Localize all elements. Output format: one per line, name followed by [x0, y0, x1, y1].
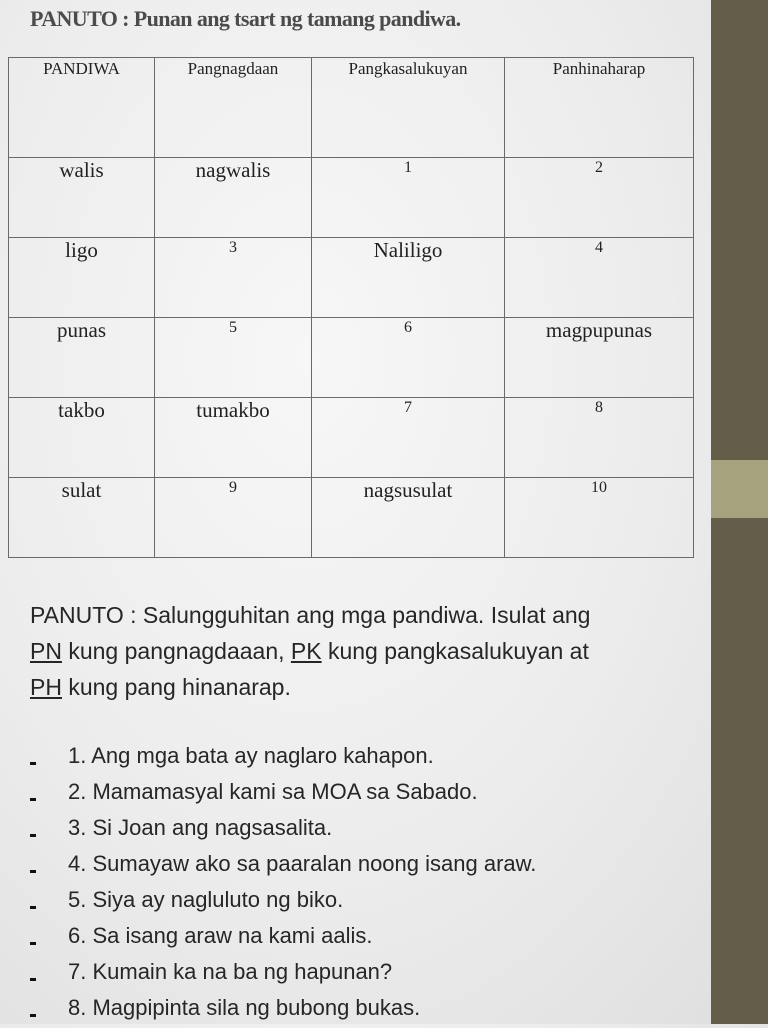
answer-slot: 10 — [505, 478, 694, 558]
table-cell: tumakbo — [155, 398, 312, 478]
instructions — [30, 597, 700, 705]
sentence-text: 1. Ang mga bata ay naglaro kahapon. — [68, 743, 434, 768]
answer-blank[interactable] — [30, 978, 36, 981]
list-item — [0, 992, 700, 1028]
chart-header-row — [9, 58, 694, 158]
answer-slot: 1 — [312, 158, 505, 238]
answer-slot: 2 — [505, 158, 694, 238]
header-pangkasalukuyan: Pangkasalukuyan — [312, 58, 505, 158]
table-row — [9, 158, 694, 238]
header-pangnagdaan: Pangnagdaan — [155, 58, 312, 158]
header-pandiwa: PANDIWA — [9, 58, 155, 158]
table-row — [9, 398, 694, 478]
sentence-text: 6. Sa isang araw na kami aalis. — [68, 923, 373, 948]
sentence-text: 7. Kumain ka na ba ng hapunan? — [68, 959, 393, 984]
table-cell: punas — [9, 318, 155, 398]
page-title: PANUTO : Punan ang tsart ng tamang pandiwa. — [30, 6, 461, 31]
table-cell: magpupunas — [505, 318, 694, 398]
table-cell: ligo — [9, 238, 155, 318]
answer-slot: 5 — [155, 318, 312, 398]
list-item — [0, 956, 700, 992]
answer-slot: 7 — [312, 398, 505, 478]
ph-code: PH — [30, 674, 62, 700]
answer-slot: 6 — [312, 318, 505, 398]
sentence-text: 2. Mamamasyal kami sa MOA sa Sabado. — [68, 779, 478, 804]
list-item — [0, 920, 700, 956]
pn-code: PN — [30, 638, 62, 664]
table-row — [9, 238, 694, 318]
sentence-text: 4. Sumayaw ako sa paaralan noong isang araw. — [68, 851, 537, 876]
answer-slot: 3 — [155, 238, 312, 318]
table-row — [9, 478, 694, 558]
answer-slot: 4 — [505, 238, 694, 318]
answer-slot: 8 — [505, 398, 694, 478]
sentence-text: 5. Siya ay nagluluto ng biko. — [68, 887, 344, 912]
table-cell: takbo — [9, 398, 155, 478]
verb-chart — [8, 57, 694, 558]
table-row — [9, 318, 694, 398]
list-item — [0, 740, 700, 776]
answer-blank[interactable] — [30, 906, 36, 909]
pk-code: PK — [290, 638, 322, 664]
answer-blank[interactable] — [30, 834, 36, 837]
answer-blank[interactable] — [30, 870, 36, 873]
sentence-text: 3. Si Joan ang nagsasalita. — [68, 815, 333, 840]
table-cell: nagsusulat — [312, 478, 505, 558]
answer-blank[interactable] — [30, 1014, 36, 1017]
table-cell: sulat — [9, 478, 155, 558]
header-panhinaharap: Panhinaharap — [505, 58, 694, 158]
instructions-text: kung pangnagdaaan, — [61, 638, 291, 664]
list-item — [0, 776, 700, 812]
sentence-text: 8. Magpipinta sila ng bubong bukas. — [68, 995, 421, 1020]
list-item — [0, 812, 700, 848]
list-item — [0, 848, 700, 884]
answer-slot: 9 — [155, 478, 312, 558]
answer-blank[interactable] — [30, 798, 36, 801]
table-cell: walis — [9, 158, 155, 238]
side-accent-block — [711, 460, 768, 518]
table-cell: Naliligo — [312, 238, 505, 318]
instructions-text: kung pangkasalukuyan at — [321, 638, 589, 664]
answer-blank[interactable] — [30, 762, 36, 765]
instructions-text: kung pang hinanarap. — [61, 674, 291, 700]
table-cell: nagwalis — [155, 158, 312, 238]
instructions-line: PANUTO : Salungguhitan ang mga pandiwa. Isulat ang — [30, 602, 591, 628]
list-item — [0, 884, 700, 920]
answer-blank[interactable] — [30, 942, 36, 945]
